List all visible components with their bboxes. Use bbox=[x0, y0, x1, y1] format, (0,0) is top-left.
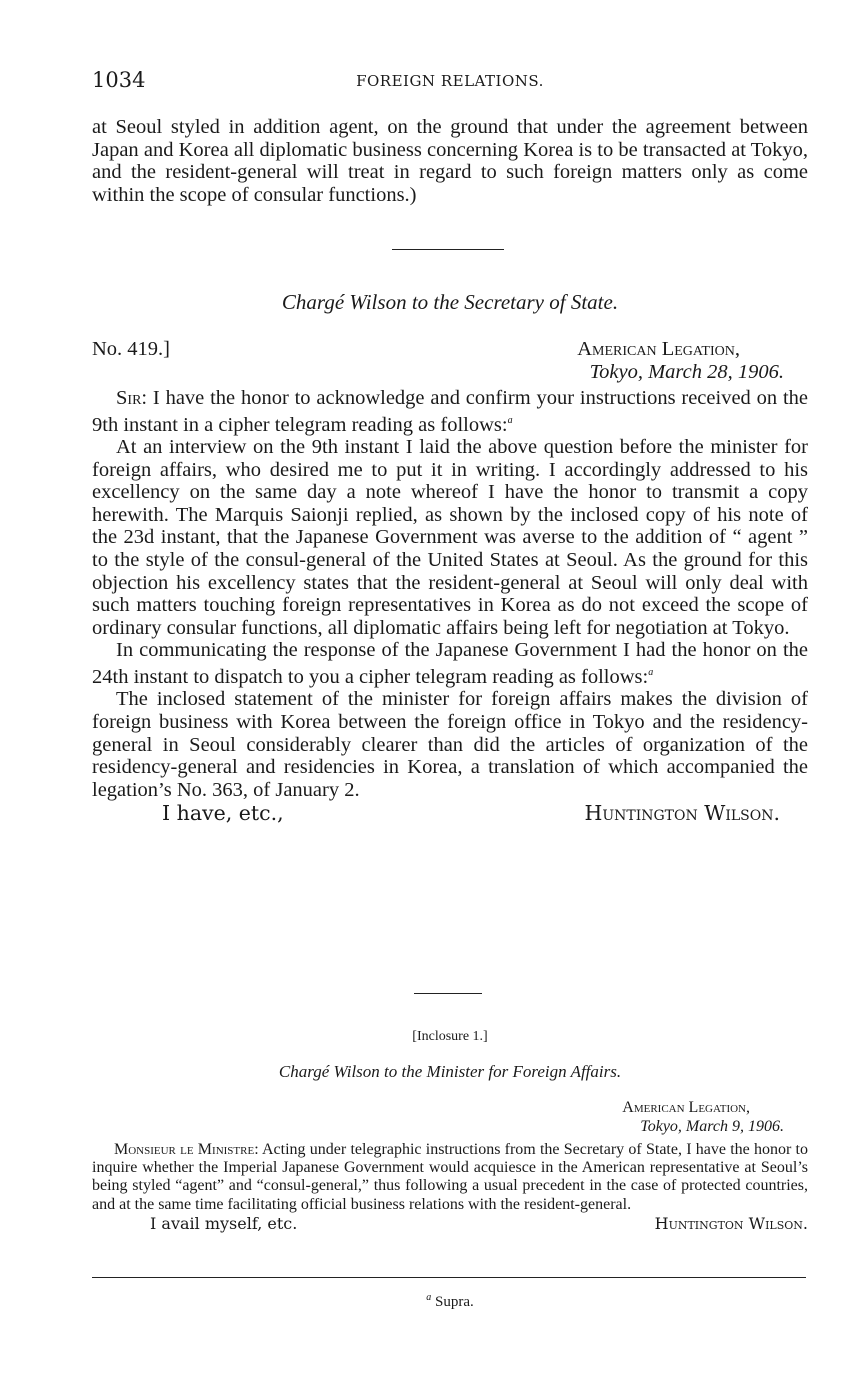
dispatch-location: American Legation, bbox=[577, 338, 740, 360]
dispatch-paragraph-4: The inclosed statement of the minister for foreign affairs makes the division of foreign business with Korea between the foreign office in Tokyo and the residency-general in Seoul considerably clearer than did the articles of organization of the residency-general and residencies in Korea, a translation of which accompanied the legation’s No. 363, of January 2. bbox=[92, 688, 808, 801]
inclosure-closing-row bbox=[92, 1214, 808, 1233]
dispatch-number: No. 419.] bbox=[92, 338, 171, 360]
running-head bbox=[92, 68, 808, 94]
inclosure-signature: Huntington Wilson. bbox=[654, 1213, 808, 1233]
section-divider bbox=[414, 993, 482, 994]
dispatch-title: Chargé Wilson to the Secretary of State. bbox=[281, 290, 619, 314]
running-title: FOREIGN RELATIONS. bbox=[356, 72, 544, 90]
salutation: Sir bbox=[116, 387, 142, 409]
dispatch-paragraph-2: At an interview on the 9th instant I laid the above question before the minister for foreign affairs, who desired me to put it in writing. I accordingly addressed to his excellency on the same day a note whereof I have the honor to transmit a copy herewith. The Marquis Saionji replied, as shown by the inclosed copy of his note of the 23d instant, that the Japanese Government was averse to the addition of “ agent ” to the style of the consul-general of the United States at Seoul. As the ground for this objection his excellency states that the resident-general at Seoul will only deal with such matters touching foreign representatives in Korea as do not exceed the scope of ordinary consular functions, all diplomatic affairs being left for negotiation at Tokyo. bbox=[92, 436, 808, 639]
inclosure-location: American Legation, bbox=[622, 1099, 750, 1116]
footnote-marker: a bbox=[426, 1292, 432, 1303]
section-divider bbox=[392, 249, 504, 250]
footnote-text: Supra. bbox=[435, 1294, 474, 1310]
inclosure-closing: I avail myself, etc. bbox=[150, 1213, 298, 1233]
inclosure-label: [Inclosure 1.] bbox=[412, 1029, 488, 1044]
dispatch-paragraph-3: In communicating the response of the Japanese Government I had the honor on the 24th instant to dispatch to you a cipher telegram reading as follows:$^a$ bbox=[92, 639, 808, 688]
dispatch-header bbox=[92, 338, 808, 384]
continuation-text: at Seoul styled in addition agent, on the ground that under the agreement between Japan and Korea all diplomatic business concerning Korea is to be transacted at Tokyo, and the resident-general will treat in regard to such foreign matters only as come within the scope of consular functions.) bbox=[92, 116, 808, 206]
inclosure-date: Tokyo, March 9, 1906. bbox=[640, 1118, 784, 1135]
inclosure-salutation: Monsieur le Ministre bbox=[114, 1141, 255, 1158]
continuation-paragraph bbox=[92, 116, 808, 206]
dispatch-paragraph-1: Sir: I have the honor to acknowledge and confirm your instructions received on the 9th instant in a cipher telegram reading as follows:$^a$ bbox=[92, 387, 808, 436]
footnote-ref: a bbox=[507, 414, 513, 426]
inclosure-header bbox=[92, 1099, 808, 1137]
inclosure-title: Chargé Wilson to the Minister for Foreign Affairs. bbox=[278, 1062, 622, 1081]
inclosure-paragraph: Monsieur le Ministre: Acting under telegraphic instructions from the Secretary of State, I have the honor to inquire whether the Imperial Japanese Government would acquiesce in the American representative at Seoul’s being styled “agent” and “consul-general,” thus following a usual precedent in the case of protected countries, and at the same time facilitating official business relations with the resident-general. bbox=[92, 1141, 808, 1213]
dispatch-body bbox=[92, 387, 808, 824]
page-number: 1034 bbox=[92, 68, 146, 92]
dispatch-closing-row bbox=[92, 801, 808, 824]
footnote-ref: a bbox=[648, 666, 654, 678]
dispatch-signature: Huntington Wilson. bbox=[584, 801, 780, 826]
dispatch-date: Tokyo, March 28, 1906. bbox=[589, 361, 784, 383]
footnote-rule bbox=[92, 1277, 806, 1278]
inclosure-body bbox=[92, 1141, 808, 1233]
dispatch-closing: I have, etc., bbox=[162, 801, 284, 826]
footnote bbox=[92, 1292, 808, 1311]
